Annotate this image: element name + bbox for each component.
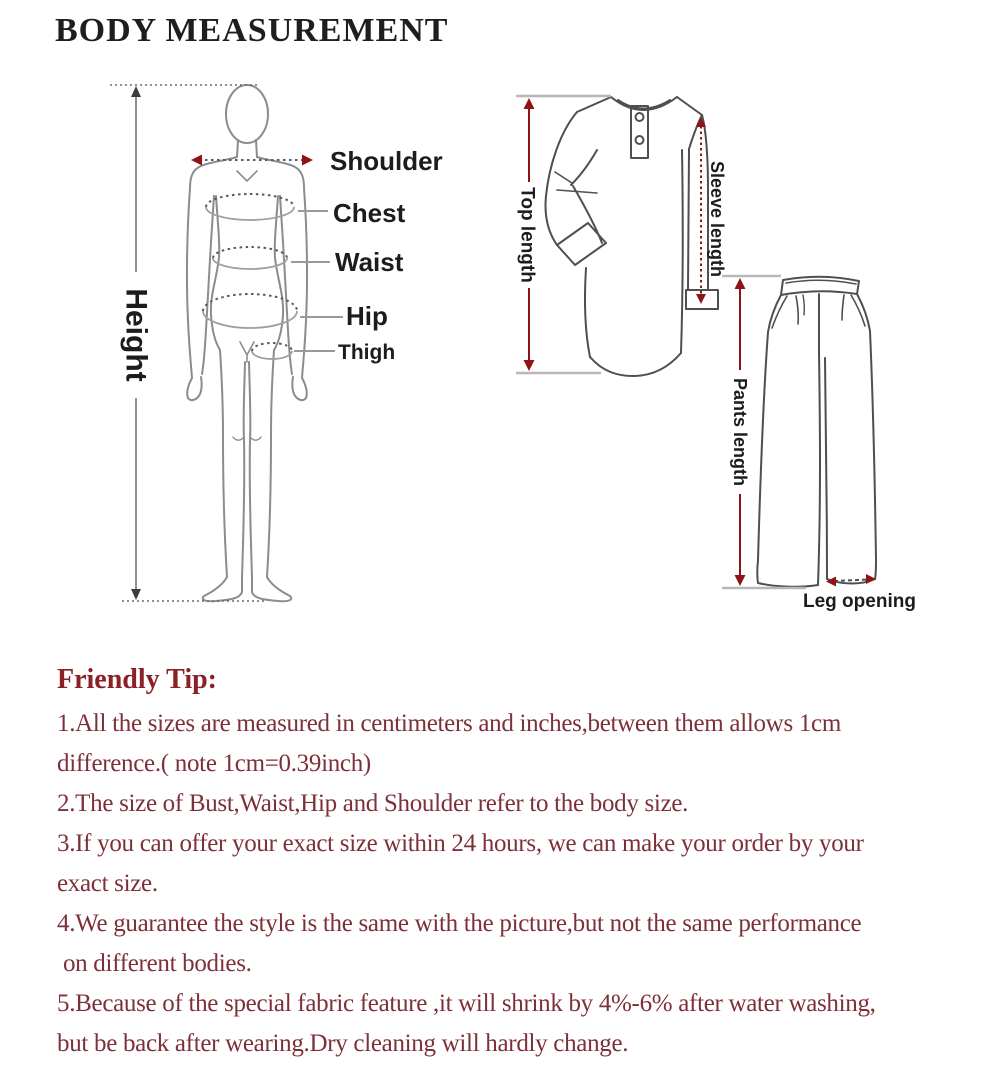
- tip-line: on different bodies.: [57, 950, 252, 977]
- hip-label: Hip: [346, 301, 388, 331]
- shirt-button: [636, 113, 644, 121]
- tip-line: 3.If you can offer your exact size within 24 hours, we can make your order by your: [57, 830, 864, 857]
- thigh-label: Thigh: [338, 341, 396, 364]
- tip-line: difference.( note 1cm=0.39inch): [57, 750, 371, 777]
- sleeve-length-arrow: [696, 117, 706, 304]
- tip-line: 2.The size of Bust,Waist,Hip and Shoulder refer to the body size.: [57, 790, 689, 817]
- top-length-label: Top length: [516, 187, 538, 283]
- shirt-button: [636, 136, 644, 144]
- leg-opening-label: Leg opening: [803, 591, 916, 612]
- top-garment: [545, 97, 718, 376]
- measurement-diagram: [0, 60, 1000, 652]
- shoulder-label: Shoulder: [330, 146, 443, 176]
- height-label: Height: [119, 288, 153, 382]
- body-figure: [187, 85, 307, 601]
- pants-length-label: Pants length: [730, 377, 750, 487]
- tip-line: 5.Because of the special fabric feature ,it will shrink by 4%-6% after water washing,: [57, 990, 876, 1017]
- tip-line: 1.All the sizes are measured in centimeters and inches,between them allows 1cm: [57, 710, 841, 737]
- sleeve-length-label: Sleeve length: [707, 160, 727, 278]
- figure-head: [226, 85, 268, 143]
- leg-opening-arrow: [826, 574, 876, 587]
- body-label-connectors: [291, 211, 343, 351]
- tip-line: exact size.: [57, 870, 158, 897]
- pants: [757, 277, 876, 587]
- friendly-tips-section: [57, 660, 972, 1064]
- chest-label: Chest: [333, 198, 406, 228]
- tips-heading: Friendly Tip:: [57, 664, 218, 695]
- waist-label: Waist: [335, 247, 404, 277]
- tip-line: but be back after wearing.Dry cleaning will hardly change.: [57, 1030, 629, 1057]
- page-title: BODY MEASUREMENT: [55, 12, 449, 49]
- tip-line: 4.We guarantee the style is the same with the picture,but not the same performance: [57, 910, 862, 937]
